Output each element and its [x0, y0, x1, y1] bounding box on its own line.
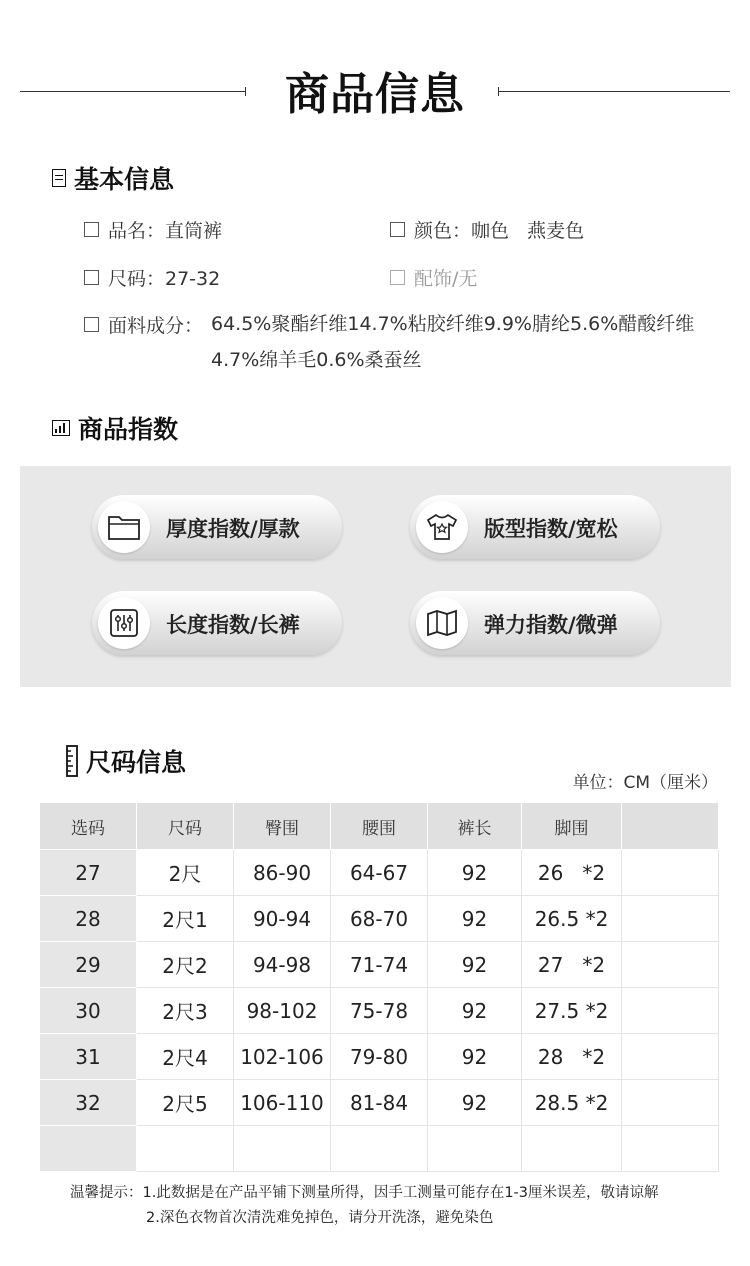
- title-divider-right: [498, 91, 730, 92]
- table-cell: 92: [428, 1034, 522, 1080]
- basic-info-heading-label: 基本信息: [74, 165, 175, 194]
- index-item-label: 版型指数/宽松: [484, 517, 618, 541]
- table-row: [40, 850, 719, 896]
- index-item-label: 厚度指数/厚款: [166, 517, 300, 541]
- table-cell: 98-102: [234, 988, 331, 1034]
- info-accessory-text: 配饰/无: [414, 268, 478, 290]
- table-cell: 27.5 *2: [522, 988, 622, 1034]
- table-cell: 75-78: [331, 988, 428, 1034]
- index-item-length: [92, 591, 342, 655]
- map-icon: [416, 597, 468, 649]
- table-cell: 2尺4: [137, 1034, 234, 1080]
- table-cell: 2尺2: [137, 942, 234, 988]
- table-row: [40, 1080, 719, 1126]
- info-name-text: 品名：直筒裤: [108, 220, 223, 242]
- info-fabric-label: 面料成分：: [108, 315, 204, 337]
- table-cell: [428, 1126, 522, 1172]
- index-item-label: 弹力指数/微弹: [484, 613, 618, 637]
- basic-info-heading: [52, 160, 174, 196]
- table-cell: 27: [40, 850, 137, 896]
- table-cell: 79-80: [331, 1034, 428, 1080]
- title-divider-tick: [498, 87, 499, 96]
- table-cell: 28.5 *2: [522, 1080, 622, 1126]
- tshirt-icon: [416, 501, 468, 553]
- table-cell: [40, 1126, 137, 1172]
- table-cell: 26 *2: [522, 850, 622, 896]
- table-cell: 29: [40, 942, 137, 988]
- size-heading-label: 尺码信息: [86, 748, 187, 777]
- table-cell: [622, 1034, 719, 1080]
- table-cell: [622, 1126, 719, 1172]
- index-item-fit: [410, 495, 660, 559]
- table-header-row: [40, 803, 719, 850]
- table-cell: 92: [428, 942, 522, 988]
- table-cell: 2尺: [137, 850, 234, 896]
- index-heading-label: 商品指数: [78, 415, 179, 444]
- info-size-text: 尺码：27-32: [108, 268, 221, 290]
- table-cell: 94-98: [234, 942, 331, 988]
- table-cell: 86-90: [234, 850, 331, 896]
- checkbox-icon: [84, 317, 99, 332]
- table-cell: 28 *2: [522, 1034, 622, 1080]
- table-cell: 64-67: [331, 850, 428, 896]
- table-cell: 2尺3: [137, 988, 234, 1034]
- table-header-cell: 脚围: [522, 803, 622, 850]
- bar-chart-icon: [52, 420, 70, 436]
- size-unit: 单位：CM（厘米）: [572, 773, 718, 793]
- table-cell: [622, 850, 719, 896]
- table-cell: 2尺5: [137, 1080, 234, 1126]
- table-header-cell: 裤长: [428, 803, 522, 850]
- table-cell: [622, 896, 719, 942]
- table-cell: 71-74: [331, 942, 428, 988]
- table-cell: 92: [428, 1080, 522, 1126]
- sliders-icon: [98, 597, 150, 649]
- table-cell: 90-94: [234, 896, 331, 942]
- table-cell: [137, 1126, 234, 1172]
- title-divider-left: [20, 91, 246, 92]
- table-cell: [331, 1126, 428, 1172]
- table-row: [40, 1126, 719, 1172]
- info-accessory: [390, 264, 477, 291]
- document-icon: [52, 169, 66, 187]
- index-item-elasticity: [410, 591, 660, 655]
- table-row: [40, 988, 719, 1034]
- table-row: [40, 896, 719, 942]
- table-cell: 102-106: [234, 1034, 331, 1080]
- table-cell: 30: [40, 988, 137, 1034]
- table-cell: 92: [428, 850, 522, 896]
- table-header-cell: 尺码: [137, 803, 234, 850]
- table-cell: 81-84: [331, 1080, 428, 1126]
- table-row: [40, 1034, 719, 1080]
- size-table: [39, 802, 719, 1172]
- table-cell: [622, 942, 719, 988]
- checkbox-icon: [84, 222, 99, 237]
- ruler-icon: [66, 745, 78, 777]
- info-name: [84, 216, 222, 243]
- table-cell: 92: [428, 896, 522, 942]
- table-cell: [622, 988, 719, 1034]
- info-fabric-value-line1: 64.5%聚酯纤维14.7%粘胶纤维9.9%腈纶5.6%醋酸纤维: [211, 313, 695, 335]
- index-item-label: 长度指数/长裤: [166, 613, 300, 637]
- info-size: [84, 264, 220, 291]
- info-color-text: 颜色：咖色 燕麦色: [414, 220, 585, 242]
- table-header-cell: [622, 803, 719, 850]
- table-cell: [522, 1126, 622, 1172]
- index-heading: [52, 410, 178, 446]
- table-cell: 68-70: [331, 896, 428, 942]
- title-divider-tick: [245, 87, 246, 96]
- checkbox-icon: [390, 222, 405, 237]
- table-cell: 2尺1: [137, 896, 234, 942]
- table-row: [40, 942, 719, 988]
- info-color: [390, 216, 584, 243]
- table-header-cell: 腰围: [331, 803, 428, 850]
- table-cell: 27 *2: [522, 942, 622, 988]
- table-cell: 106-110: [234, 1080, 331, 1126]
- table-cell: [234, 1126, 331, 1172]
- table-header-cell: 选码: [40, 803, 137, 850]
- table-cell: 32: [40, 1080, 137, 1126]
- table-cell: 26.5 *2: [522, 896, 622, 942]
- table-header-cell: 臀围: [234, 803, 331, 850]
- table-cell: 28: [40, 896, 137, 942]
- table-cell: 92: [428, 988, 522, 1034]
- folder-icon: [98, 501, 150, 553]
- size-heading: [66, 743, 186, 779]
- tips-line1: 温馨提示：1.此数据是在产品平铺下测量所得，因手工测量可能存在1-3厘米误差，敬请谅解: [70, 1185, 659, 1201]
- table-cell: 31: [40, 1034, 137, 1080]
- tips-line2: 2.深色衣物首次清洗难免掉色，请分开洗涤，避免染色: [146, 1210, 494, 1226]
- page-title: 商品信息: [285, 69, 465, 120]
- info-fabric: [84, 311, 203, 338]
- info-fabric-value-line2: 4.7%绵羊毛0.6%桑蚕丝: [211, 349, 422, 371]
- checkbox-icon: [84, 270, 99, 285]
- checkbox-icon: [390, 270, 405, 285]
- index-item-thickness: [92, 495, 342, 559]
- table-cell: [622, 1080, 719, 1126]
